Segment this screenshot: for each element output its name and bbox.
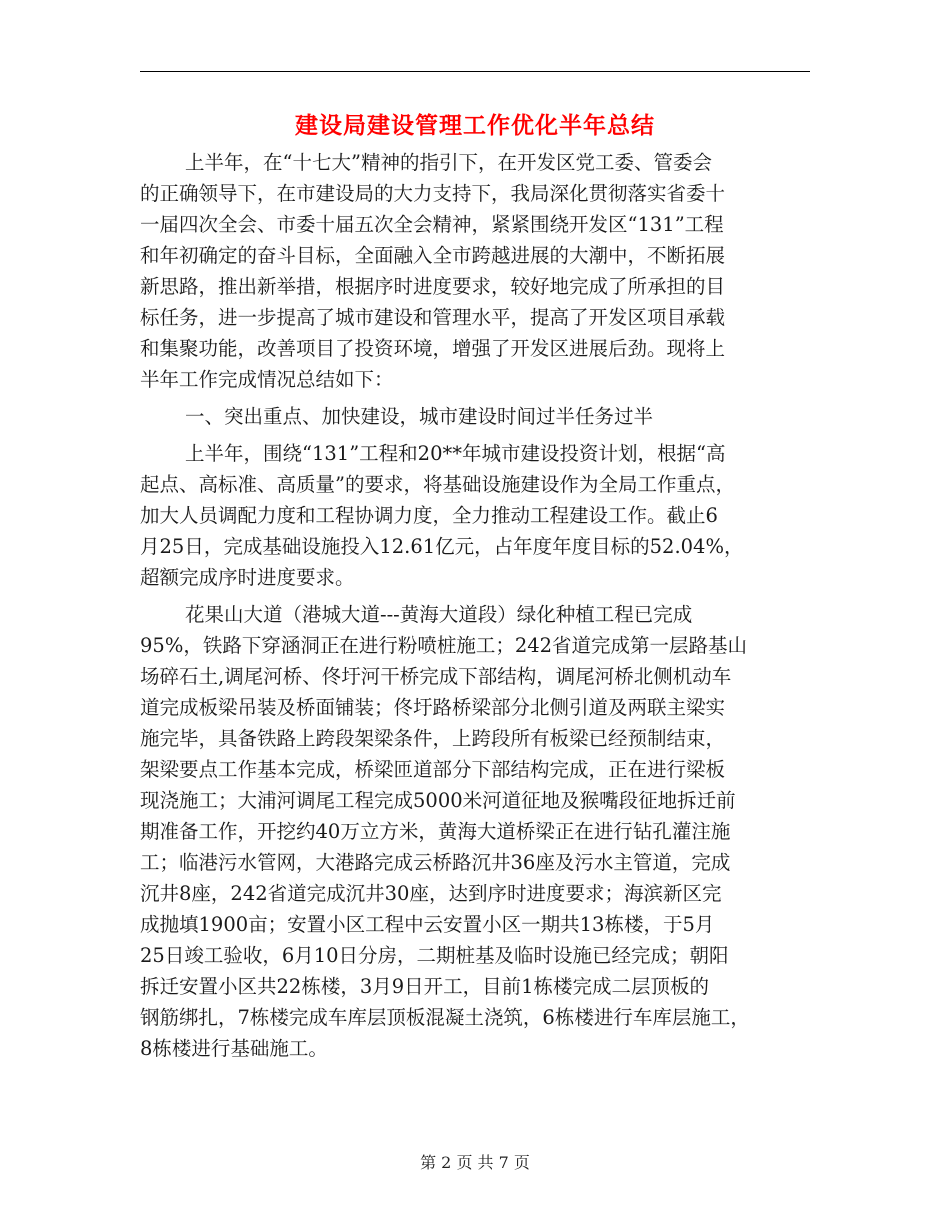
- paragraph-line: 沉井8座，242省道完成沉井30座，达到序时进度要求；海滨新区完: [140, 882, 722, 905]
- paragraph-line: 架梁要点工作基本完成，桥梁匝道部分下部结构完成，正在进行梁板: [140, 758, 726, 781]
- paragraph-line: 超额完成序时进度要求。: [140, 566, 355, 589]
- paragraph-line: 标任务，进一步提高了城市建设和管理水平，提高了开发区项目承载: [140, 306, 726, 329]
- paragraph-line: 拆迁安置小区共22栋楼，3月9日开工，目前1栋楼完成二层顶板的: [140, 975, 710, 998]
- paragraph-line: 的正确领导下，在市建设局的大力支持下，我局深化贯彻落实省委十: [140, 182, 726, 205]
- paragraph-line: 半年工作完成情况总结如下：: [140, 368, 394, 391]
- paragraph-line: 现浇施工；大浦河调尾工程完成5000米河道征地及猴嘴段征地拆迁前: [140, 789, 736, 812]
- paragraph-line: 施完毕，具备铁路上跨段架梁条件，上跨段所有板梁已经预制结束，: [140, 727, 726, 750]
- paragraph-line: 钢筋绑扎，7栋楼完成车库层顶板混凝土浇筑，6栋楼进行车库层施工，: [140, 1006, 750, 1029]
- paragraph-line: 上半年，围绕“131”工程和20**年城市建设投资计划，根据“高: [185, 442, 726, 465]
- paragraph-line: 新思路，推出新举措，根据序时进度要求，较好地完成了所承担的目: [140, 275, 726, 298]
- paragraph-line: 和年初确定的奋斗目标，全面融入全市跨越进展的大潮中，不断拓展: [140, 244, 726, 267]
- paragraph-line: 一届四次全会、市委十届五次全会精神，紧紧围绕开发区“131”工程: [140, 213, 724, 236]
- paragraph-line: 成抛填1900亩；安置小区工程中云安置小区一期共13栋楼，于5月: [140, 913, 715, 936]
- header-rule: [140, 71, 810, 72]
- paragraph-line: 道完成板梁吊装及桥面铺装；佟圩路桥梁部分北侧引道及两联主梁实: [140, 696, 726, 719]
- paragraph-line: 期准备工作，开挖约40万立方米，黄海大道桥梁正在进行钻孔灌注施: [140, 820, 731, 843]
- paragraph-line: 上半年，在“十七大”精神的指引下，在开发区党工委、管委会: [185, 151, 712, 174]
- paragraph-line: 25日竣工验收，6月10日分房，二期桩基及临时设施已经完成；朝阳: [140, 944, 729, 967]
- paragraph-line: 月25日，完成基础设施投入12.61亿元，占年度年度目标的52.04%，: [140, 535, 744, 558]
- section-heading: 一、突出重点、加快建设，城市建设时间过半任务过半: [185, 405, 654, 428]
- paragraph-line: 起点、高标准、高质量”的要求，将基础设施建设作为全局工作重点，: [140, 473, 735, 496]
- paragraph-line: 场碎石土,调尾河桥、佟圩河干桥完成下部结构，调尾河桥北侧机动车: [140, 665, 732, 688]
- document-title: 建设局建设管理工作优化半年总结: [295, 112, 655, 139]
- paragraph-line: 95%，铁路下穿涵洞正在进行粉喷桩施工；242省道完成第一层路基山: [140, 634, 748, 657]
- paragraph-line: 加大人员调配力度和工程协调力度，全力推动工程建设工作。截止6: [140, 504, 718, 527]
- paragraph-line: 花果山大道（港城大道---黄海大道段）绿化种植工程已完成: [185, 603, 693, 626]
- page-number: 第 2 页 共 7 页: [420, 1153, 530, 1172]
- document-body: [140, 147, 810, 1064]
- paragraph-line: 工；临港污水管网，大港路完成云桥路沉井36座及污水主管道，完成: [140, 851, 731, 874]
- paragraph-line: 8栋楼进行基础施工。: [140, 1037, 328, 1060]
- paragraph-line: 和集聚功能，改善项目了投资环境，增强了开发区进展后劲。现将上: [140, 337, 726, 360]
